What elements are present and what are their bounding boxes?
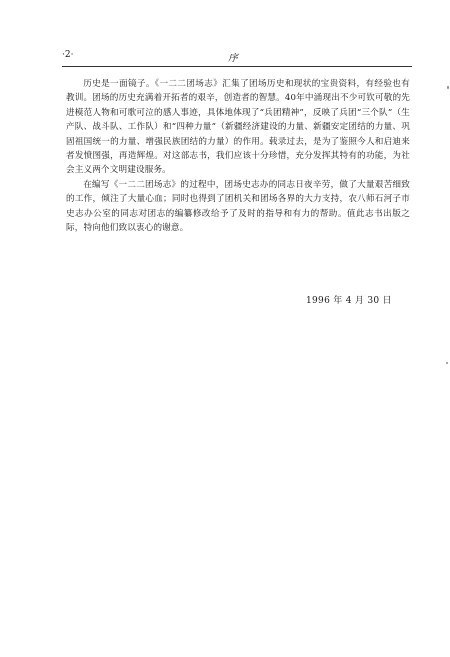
preface-body [66,77,410,235]
paragraph-2: 在编写《一二二团场志》的过程中，团场史志办的同志日夜辛劳，做了大量艰苦细致的工作，倾注了大量心血；同时也得到了团机关和团场各界的大力支持，农八师石河子市史志办公室的同志对团志的编纂修改给予了及时的指导和有力的帮助。值此志书出版之际，特向他们致以衷心的谢意。 [66,179,410,234]
page-header [62,48,410,64]
signature-date: 1996 年 4 月 30 日 [306,296,392,306]
scan-speck [447,86,449,89]
paragraph-1: 历史是一面镜子。《一二二团场志》汇集了团场历史和现状的宝贵资料，有经验也有教训。团场的历史充满着开拓者的艰辛，创造者的智慧。40年中涌现出不少可钦可敬的先进模范人物和可歌可泣的感人事迹，具体地体现了“兵团精神”，反映了兵团“三个队”（生产队、战斗队、工作队）和“四种力量”（新疆经济建设的力量、新疆安定团结的力量、巩固祖国统一的力量、增强民族团结的力量）的作用。载录过去，是为了鉴照今人和启迪来者发愤图强，再造辉煌。对这部志书，我们应该十分珍惜，充分发挥其特有的功能，为社会主义两个文明建设服务。 [66,79,410,176]
page-number: ·2· [62,50,74,60]
scan-speck [446,362,448,364]
header-rule [62,66,412,67]
running-title: 序 [228,53,238,64]
